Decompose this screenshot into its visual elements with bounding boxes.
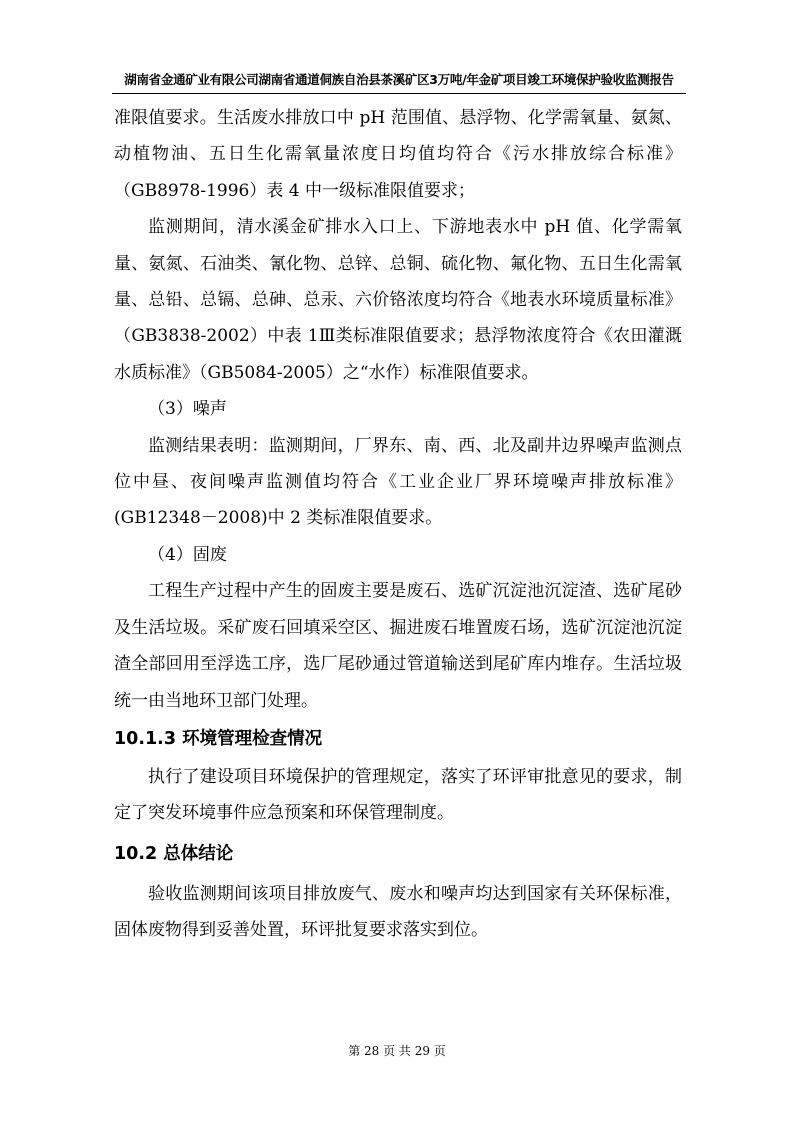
report-header-title: 湖南省金通矿业有限公司湖南省通道侗族自治县茶溪矿区3万吨/年金矿项目竣工环境保护验收监测报告 <box>124 72 674 87</box>
paragraph-overall-conclusion: 验收监测期间该项目排放废气、废水和噪声均达到国家有关环保标准，固体废物得到妥善处置，环评批复要求落实到位。 <box>114 883 682 941</box>
paragraph-solid-waste: 工程生产过程中产生的固废主要是废石、选矿沉淀池沉淀渣、选矿尾砂及生活垃圾。采矿废石回填采空区、掘进废石堆置废石场，选矿沉淀池沉淀渣全部回用至浮选工序，选厂尾砂通过管道输送到尾矿库内堆存。生活垃圾统一由当地环卫部门处理。 <box>114 581 682 711</box>
section-heading-10-2: 10.2 总体结论 <box>114 843 234 864</box>
section-heading-10-1-3: 10.1.3 环境管理检查情况 <box>114 728 323 749</box>
page-number-footer: 第 28 页 共 29 页 <box>348 1044 446 1058</box>
paragraph-environmental-management: 执行了建设项目环境保护的管理规定，落实了环评审批意见的要求，制定了突发环境事件应急预案和环保管理制度。 <box>114 766 682 824</box>
subheading-noise: （3）噪声 <box>148 399 227 420</box>
paragraph-wastewater-standards: 准限值要求。生活废水排放口中 pH 范围值、悬浮物、化学需氧量、氨氮、动植物油、五日生化需氧量浓度日均值均符合《污水排放综合标准》（GB8978-1996）表 4 中一级标准限值要求； <box>114 108 682 201</box>
paragraph-noise-results: 监测结果表明：监测期间，厂界东、南、西、北及副井边界噪声监测点位中昼、夜间噪声监测值均符合《工业企业厂界环境噪声排放标准》(GB12348－2008)中 2 类标准限值要求。 <box>114 435 682 529</box>
paragraph-surface-water-monitoring: 监测期间，清水溪金矿排水入口上、下游地表水中 pH 值、化学需氧量、氨氮、石油类、氰化物、总锌、总铜、硫化物、氟化物、五日生化需氧量、总铅、总镉、总砷、总汞、六价铬浓度均符合《地表水环境质量标准》（GB3838-2002）中表 1Ⅲ类标准限值要求；悬浮物浓度符合《农田灌溉水质标准》（GB5084-2005）之“水作）标准限值要求。 <box>114 217 682 383</box>
subheading-solid-waste: （4）固废 <box>148 544 227 565</box>
header-divider <box>112 93 686 94</box>
report-body <box>114 100 682 949</box>
